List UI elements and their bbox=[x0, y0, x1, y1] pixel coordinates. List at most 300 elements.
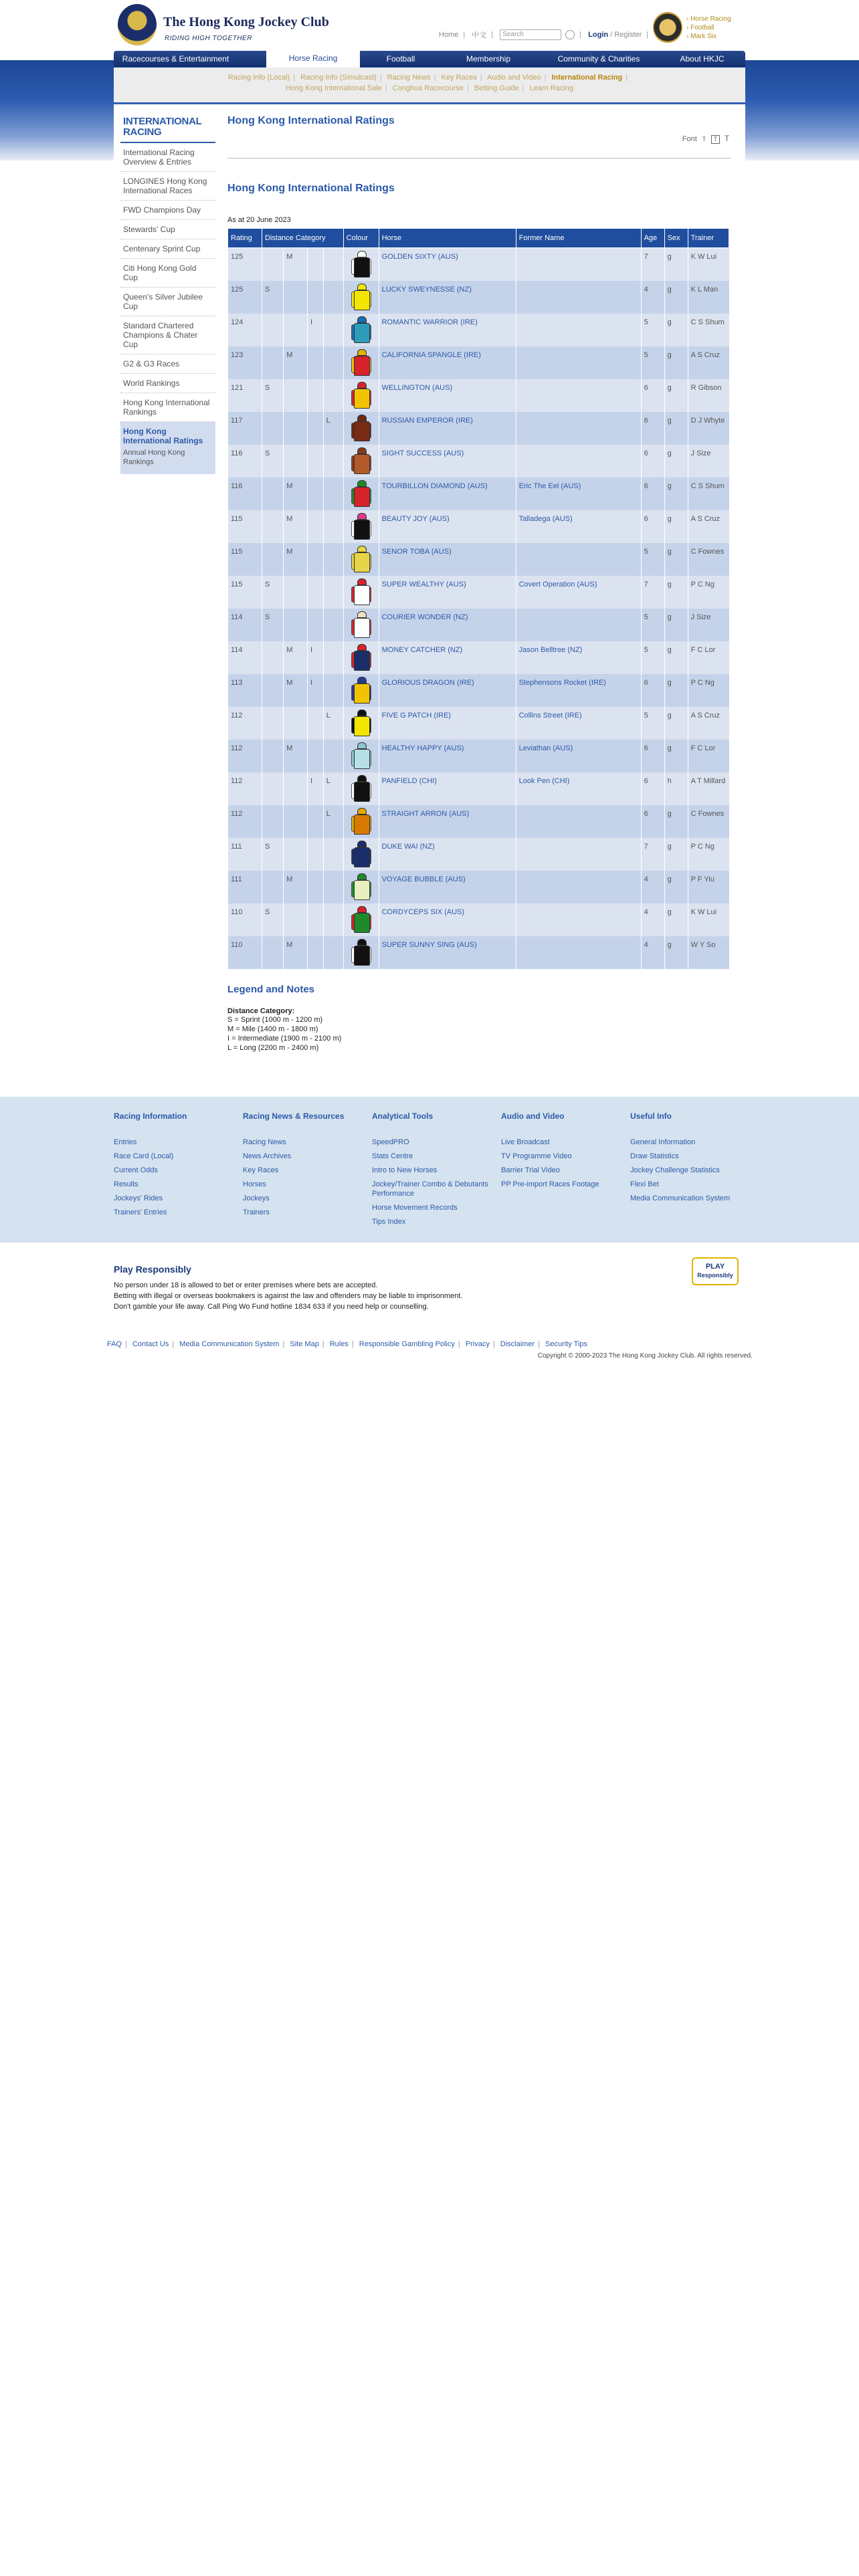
table-row bbox=[228, 805, 729, 838]
subnav-betting-guide[interactable]: Betting Guide bbox=[474, 84, 519, 92]
table-row bbox=[228, 674, 729, 707]
login-link[interactable]: Login bbox=[588, 31, 609, 39]
register-link[interactable]: Register bbox=[614, 31, 642, 39]
footer-col-analytical-tools bbox=[372, 1111, 492, 1229]
sex-cell: g bbox=[664, 674, 688, 707]
trainer-cell: F C Lor bbox=[688, 740, 729, 772]
distance-s-cell bbox=[262, 772, 284, 805]
distance-m-cell: M bbox=[284, 510, 308, 543]
distance-i-cell bbox=[308, 477, 324, 510]
horse-link[interactable]: STRAIGHT ARRON (AUS) bbox=[379, 805, 516, 838]
sex-cell: g bbox=[664, 871, 688, 903]
horse-link[interactable]: PANFIELD (CHI) bbox=[379, 772, 516, 805]
table-row bbox=[228, 543, 729, 576]
bottom-link-disclaimer[interactable]: Disclaimer bbox=[500, 1340, 535, 1348]
subnav-conghua[interactable]: Conghua Racecourse bbox=[392, 84, 464, 92]
racing-silk-icon bbox=[351, 479, 371, 508]
corner-link-football[interactable]: › Football bbox=[686, 23, 731, 32]
horse-link[interactable]: SUPER SUNNY SING (AUS) bbox=[379, 936, 516, 969]
footer-link[interactable]: PP Pre-import Races Footage bbox=[501, 1180, 599, 1188]
colour-cell bbox=[343, 445, 379, 477]
racing-silk-icon bbox=[351, 348, 371, 377]
subnav-racing-info-simulcast[interactable]: Racing Info (Simulcast) bbox=[300, 74, 377, 82]
sex-cell: g bbox=[664, 248, 688, 282]
colour-cell bbox=[343, 674, 379, 707]
subnav-racing-news[interactable]: Racing News bbox=[387, 74, 431, 82]
footer-col-useful-info bbox=[630, 1111, 751, 1206]
distance-s-cell bbox=[262, 510, 284, 543]
distance-l-cell bbox=[323, 674, 343, 707]
table-row bbox=[228, 248, 729, 282]
sidebar-item-world-rankings[interactable]: World Rankings bbox=[120, 374, 215, 393]
former-name-cell bbox=[516, 838, 641, 871]
footer-link[interactable]: Flexi Bet bbox=[630, 1180, 659, 1188]
colour-cell bbox=[343, 510, 379, 543]
search-icon[interactable] bbox=[565, 30, 575, 39]
trainer-cell: K L Man bbox=[688, 281, 729, 314]
bottom-link-sitemap[interactable]: Site Map bbox=[290, 1340, 319, 1348]
rating-cell: 111 bbox=[228, 871, 262, 903]
sidebar-item-g2-g3[interactable]: G2 & G3 Races bbox=[120, 354, 215, 374]
trainer-cell: C S Shum bbox=[688, 314, 729, 346]
footer-link[interactable]: General Information bbox=[630, 1138, 696, 1146]
sex-cell: g bbox=[664, 314, 688, 346]
footer-link[interactable]: Current Odds bbox=[114, 1166, 159, 1174]
distance-l-cell: L bbox=[323, 772, 343, 805]
footer-col-title: Racing Information bbox=[114, 1111, 187, 1121]
footer-link[interactable]: Horses bbox=[243, 1180, 266, 1188]
age-cell: 7 bbox=[641, 248, 664, 282]
distance-l-cell bbox=[323, 314, 343, 346]
horse-link[interactable]: BEAUTY JOY (AUS) bbox=[379, 510, 516, 543]
table-row bbox=[228, 609, 729, 641]
sidebar-item-overview[interactable]: International Racing Overview & Entries bbox=[120, 143, 215, 172]
play-line: No person under 18 is allowed to bet or enter premises where bets are accepted. bbox=[114, 1281, 378, 1289]
distance-s-cell bbox=[262, 346, 284, 379]
play-title: Play Responsibly bbox=[114, 1264, 191, 1275]
subnav-international-sale[interactable]: Hong Kong International Sale bbox=[286, 84, 382, 92]
footer-link[interactable]: Barrier Trial Video bbox=[501, 1166, 560, 1174]
former-name-cell bbox=[516, 445, 641, 477]
table-row bbox=[228, 838, 729, 871]
footer-link[interactable]: Racing News bbox=[243, 1138, 286, 1146]
distance-s-cell: S bbox=[262, 281, 284, 314]
sidebar-subitem-annual-rankings[interactable]: Annual Hong Kong Rankings bbox=[123, 449, 185, 466]
horse-link[interactable]: SENOR TOBA (AUS) bbox=[379, 543, 516, 576]
badge-line: PLAY bbox=[705, 1263, 725, 1271]
footer-link[interactable]: Key Races bbox=[243, 1166, 279, 1174]
sex-cell: g bbox=[664, 510, 688, 543]
table-row bbox=[228, 871, 729, 903]
age-cell: 7 bbox=[641, 838, 664, 871]
trainer-cell: K W Lui bbox=[688, 903, 729, 936]
table-row bbox=[228, 936, 729, 969]
distance-l-cell bbox=[323, 510, 343, 543]
rating-cell: 111 bbox=[228, 838, 262, 871]
horse-link[interactable]: MONEY CATCHER (NZ) bbox=[379, 641, 516, 674]
distance-m-cell: M bbox=[284, 871, 308, 903]
table-header-row bbox=[228, 229, 729, 248]
sidebar-item-champions-chater[interactable]: Standard Chartered Champions & Chater Cup bbox=[120, 316, 215, 354]
age-cell: 4 bbox=[641, 281, 664, 314]
distance-s-cell bbox=[262, 314, 284, 346]
distance-s-cell: S bbox=[262, 903, 284, 936]
horse-link[interactable]: VOYAGE BUBBLE (AUS) bbox=[379, 871, 516, 903]
distance-m-cell: M bbox=[284, 543, 308, 576]
ratings-table-body bbox=[228, 248, 729, 970]
distance-s-cell bbox=[262, 936, 284, 969]
subnav-international-racing[interactable]: International Racing bbox=[551, 74, 623, 82]
racing-silk-icon bbox=[351, 774, 371, 803]
footer-link[interactable]: Results bbox=[114, 1180, 138, 1188]
distance-m-cell bbox=[284, 314, 308, 346]
distance-i-cell bbox=[308, 543, 324, 576]
sidebar-item-longines[interactable]: LONGINES Hong Kong International Races bbox=[120, 172, 215, 201]
age-cell: 6 bbox=[641, 445, 664, 477]
horse-link[interactable]: CALIFORNIA SPANGLE (IRE) bbox=[379, 346, 516, 379]
nav-racecourses[interactable]: Racecourses & Entertainment bbox=[122, 54, 229, 64]
former-name-cell bbox=[516, 379, 641, 412]
sex-cell: g bbox=[664, 543, 688, 576]
distance-l-cell bbox=[323, 641, 343, 674]
footer-col-racing-news bbox=[243, 1111, 363, 1220]
col-sex: Sex bbox=[664, 229, 688, 248]
horse-link[interactable]: SIGHT SUCCESS (AUS) bbox=[379, 445, 516, 477]
age-cell: 6 bbox=[641, 805, 664, 838]
former-name-cell: Covert Operation (AUS) bbox=[516, 576, 641, 609]
bottom-links: FAQ | Contact Us | Media Communication System | Site Map | Rules | Responsible Gambling Policy | Privacy | Disclaimer | Security Tips bbox=[107, 1340, 587, 1348]
distance-s-cell: S bbox=[262, 576, 284, 609]
nav-horse-racing[interactable]: Horse Racing bbox=[266, 50, 360, 68]
col-rating: Rating bbox=[228, 229, 262, 248]
distance-m-cell bbox=[284, 445, 308, 477]
search-input[interactable]: Search bbox=[500, 29, 561, 40]
hkjc-logo[interactable] bbox=[118, 4, 329, 48]
distance-s-cell bbox=[262, 248, 284, 282]
former-name-cell bbox=[516, 805, 641, 838]
sidebar-item-silver-jubilee[interactable]: Queen's Silver Jubilee Cup bbox=[120, 288, 215, 316]
trainer-cell: W Y So bbox=[688, 936, 729, 969]
horse-link[interactable]: ROMANTIC WARRIOR (IRE) bbox=[379, 314, 516, 346]
footer-link[interactable]: Race Card (Local) bbox=[114, 1152, 174, 1160]
distance-i-cell bbox=[308, 936, 324, 969]
sex-cell: g bbox=[664, 903, 688, 936]
distance-m-cell: M bbox=[284, 674, 308, 707]
nav-about[interactable]: About HKJC bbox=[680, 54, 725, 64]
age-cell: 6 bbox=[641, 772, 664, 805]
colour-cell bbox=[343, 838, 379, 871]
font-medium-button[interactable]: T bbox=[711, 135, 720, 144]
racing-silk-icon bbox=[351, 282, 371, 312]
age-cell: 6 bbox=[641, 477, 664, 510]
legend-subtitle: Distance Category: bbox=[227, 1007, 295, 1015]
nav-community[interactable]: Community & Charities bbox=[557, 54, 640, 64]
table-row bbox=[228, 281, 729, 314]
footer-link[interactable]: SpeedPRO bbox=[372, 1138, 409, 1146]
colour-cell bbox=[343, 477, 379, 510]
former-name-cell bbox=[516, 936, 641, 969]
sub-nav: Racing Info (Local) | Racing Info (Simulcast) | Racing News | Key Races | Audio and Video | International Racing | Hong Kong International Sale | Conghua Racecourse | Betting Guide | Learn Racing bbox=[114, 68, 745, 102]
colour-cell bbox=[343, 248, 379, 282]
distance-l-cell bbox=[323, 871, 343, 903]
distance-l-cell bbox=[323, 543, 343, 576]
trainer-cell: J Size bbox=[688, 609, 729, 641]
rating-cell: 114 bbox=[228, 609, 262, 641]
legend-line: M = Mile (1400 m - 1800 m) bbox=[227, 1025, 318, 1033]
former-name-cell bbox=[516, 314, 641, 346]
distance-m-cell bbox=[284, 576, 308, 609]
subnav-learn-racing[interactable]: Learn Racing bbox=[529, 84, 573, 92]
play-line: Don't gamble your life away. Call Ping Wo Fund hotline 1834 633 if you need help or counselling. bbox=[114, 1303, 429, 1311]
racing-silk-icon bbox=[351, 807, 371, 836]
footer-link[interactable]: Horse Movement Records bbox=[372, 1204, 458, 1212]
horse-link[interactable]: COURIER WONDER (NZ) bbox=[379, 609, 516, 641]
table-row bbox=[228, 740, 729, 772]
sex-cell: h bbox=[664, 772, 688, 805]
trainer-cell: C S Shum bbox=[688, 477, 729, 510]
legend bbox=[227, 984, 731, 1053]
age-cell: 6 bbox=[641, 412, 664, 445]
age-cell: 6 bbox=[641, 510, 664, 543]
racing-silk-icon bbox=[351, 249, 371, 279]
sex-cell: g bbox=[664, 740, 688, 772]
rating-cell: 117 bbox=[228, 412, 262, 445]
corner-link-mark-six[interactable]: › Mark Six bbox=[686, 32, 731, 41]
footer-link[interactable]: Jockeys bbox=[243, 1194, 270, 1202]
racing-silk-icon bbox=[351, 315, 371, 344]
colour-cell bbox=[343, 609, 379, 641]
age-cell: 5 bbox=[641, 346, 664, 379]
distance-i-cell: I bbox=[308, 772, 324, 805]
table-row bbox=[228, 346, 729, 379]
distance-m-cell bbox=[284, 838, 308, 871]
sidebar-item-hk-rankings[interactable]: Hong Kong International Rankings bbox=[120, 393, 215, 422]
footer-link[interactable]: News Archives bbox=[243, 1152, 292, 1160]
bottom-link-faq[interactable]: FAQ bbox=[107, 1340, 122, 1348]
horse-link[interactable]: LUCKY SWEYNESSE (NZ) bbox=[379, 281, 516, 314]
horse-link[interactable]: FIVE G PATCH (IRE) bbox=[379, 707, 516, 740]
bottom-link-gambling-policy[interactable]: Responsible Gambling Policy bbox=[359, 1340, 455, 1348]
main-content bbox=[227, 115, 731, 1053]
horse-link[interactable]: TOURBILLON DIAMOND (AUS) bbox=[379, 477, 516, 510]
footer-col-racing-information bbox=[114, 1111, 234, 1220]
horse-link[interactable]: RUSSIAN EMPEROR (IRE) bbox=[379, 412, 516, 445]
sidebar-item-hk-ratings[interactable] bbox=[120, 422, 215, 474]
horse-link[interactable]: GLORIOUS DRAGON (IRE) bbox=[379, 674, 516, 707]
age-cell: 6 bbox=[641, 379, 664, 412]
former-name-cell: Leviathan (AUS) bbox=[516, 740, 641, 772]
distance-i-cell bbox=[308, 510, 324, 543]
distance-s-cell bbox=[262, 805, 284, 838]
age-cell: 4 bbox=[641, 903, 664, 936]
rating-cell: 112 bbox=[228, 740, 262, 772]
footer bbox=[0, 1097, 859, 1243]
colour-cell bbox=[343, 543, 379, 576]
former-name-cell: Collins Street (IRE) bbox=[516, 707, 641, 740]
distance-s-cell bbox=[262, 543, 284, 576]
footer-link[interactable]: Jockey/Trainer Combo & Debutants Performance bbox=[372, 1180, 488, 1198]
trainer-cell: C Fownes bbox=[688, 805, 729, 838]
table-row bbox=[228, 379, 729, 412]
chinese-link[interactable]: 中文 bbox=[472, 31, 487, 39]
subnav-audio-video[interactable]: Audio and Video bbox=[487, 74, 541, 82]
colour-cell bbox=[343, 936, 379, 969]
distance-l-cell bbox=[323, 445, 343, 477]
trainer-cell: C Fownes bbox=[688, 543, 729, 576]
former-name-cell bbox=[516, 412, 641, 445]
footer-link[interactable]: Entries bbox=[114, 1138, 137, 1146]
rating-cell: 125 bbox=[228, 281, 262, 314]
distance-l-cell bbox=[323, 248, 343, 282]
horse-link[interactable]: HEALTHY HAPPY (AUS) bbox=[379, 740, 516, 772]
horse-link[interactable]: SUPER WEALTHY (AUS) bbox=[379, 576, 516, 609]
racing-silk-icon bbox=[351, 675, 371, 705]
racing-silk-icon bbox=[351, 708, 371, 738]
trainer-cell: J Size bbox=[688, 445, 729, 477]
distance-i-cell: I bbox=[308, 314, 324, 346]
horse-link[interactable]: CORDYCEPS SIX (AUS) bbox=[379, 903, 516, 936]
former-name-cell: Eric The Eel (AUS) bbox=[516, 477, 641, 510]
distance-l-cell bbox=[323, 903, 343, 936]
colour-cell bbox=[343, 871, 379, 903]
distance-l-cell bbox=[323, 477, 343, 510]
corner-link-horse-racing[interactable]: › Horse Racing bbox=[686, 15, 731, 23]
colour-cell bbox=[343, 314, 379, 346]
trainer-cell: F C Lor bbox=[688, 641, 729, 674]
racing-silk-icon bbox=[351, 544, 371, 574]
play-responsibly-badge[interactable] bbox=[692, 1257, 739, 1285]
racing-silk-icon bbox=[351, 512, 371, 541]
trainer-cell: P C Ng bbox=[688, 838, 729, 871]
distance-s-cell bbox=[262, 641, 284, 674]
distance-l-cell bbox=[323, 281, 343, 314]
trainer-cell: A S Cruz bbox=[688, 346, 729, 379]
age-cell: 6 bbox=[641, 674, 664, 707]
distance-l-cell bbox=[323, 576, 343, 609]
footer-link[interactable]: Stats Centre bbox=[372, 1152, 413, 1160]
distance-i-cell bbox=[308, 346, 324, 379]
footer-link[interactable]: Intro to New Horses bbox=[372, 1166, 438, 1174]
colour-cell bbox=[343, 641, 379, 674]
footer-link[interactable]: TV Programme Video bbox=[501, 1152, 572, 1160]
table-row bbox=[228, 477, 729, 510]
distance-s-cell: S bbox=[262, 445, 284, 477]
age-cell: 5 bbox=[641, 543, 664, 576]
rating-cell: 110 bbox=[228, 936, 262, 969]
sidebar-item-stewards[interactable]: Stewards' Cup bbox=[120, 220, 215, 239]
distance-m-cell: M bbox=[284, 248, 308, 282]
former-name-cell bbox=[516, 871, 641, 903]
former-name-cell: Stephensons Rocket (IRE) bbox=[516, 674, 641, 707]
rating-cell: 112 bbox=[228, 707, 262, 740]
distance-m-cell: M bbox=[284, 936, 308, 969]
footer-link[interactable]: Trainers bbox=[243, 1208, 270, 1216]
age-cell: 4 bbox=[641, 936, 664, 969]
sex-cell: g bbox=[664, 445, 688, 477]
sex-cell: g bbox=[664, 707, 688, 740]
racing-silk-icon bbox=[351, 446, 371, 475]
font-small-button[interactable]: T bbox=[702, 136, 706, 142]
nav-football[interactable]: Football bbox=[386, 54, 415, 64]
bottom-link-privacy[interactable]: Privacy bbox=[465, 1340, 490, 1348]
colour-cell bbox=[343, 281, 379, 314]
bottom-link-rules[interactable]: Rules bbox=[329, 1340, 349, 1348]
play-responsibly bbox=[114, 1257, 745, 1312]
trainer-cell: P C Ng bbox=[688, 674, 729, 707]
distance-l-cell bbox=[323, 379, 343, 412]
former-name-cell bbox=[516, 543, 641, 576]
colour-cell bbox=[343, 379, 379, 412]
racing-silk-icon bbox=[351, 643, 371, 672]
font-large-button[interactable]: T bbox=[724, 134, 730, 143]
bottom-link-media[interactable]: Media Communication System bbox=[179, 1340, 280, 1348]
col-former-name: Former Name bbox=[516, 229, 641, 248]
footer-link[interactable]: Media Communication System bbox=[630, 1194, 731, 1202]
rating-cell: 115 bbox=[228, 543, 262, 576]
distance-i-cell: I bbox=[308, 641, 324, 674]
age-cell: 5 bbox=[641, 609, 664, 641]
subnav-key-races[interactable]: Key Races bbox=[441, 74, 477, 82]
age-cell: 5 bbox=[641, 641, 664, 674]
col-distance: Distance Category bbox=[262, 229, 344, 248]
nav-membership[interactable]: Membership bbox=[466, 54, 511, 64]
footer-link[interactable]: Draw Statistics bbox=[630, 1152, 679, 1160]
subnav-racing-info-local[interactable]: Racing Info (Local) bbox=[227, 74, 290, 82]
horse-link[interactable]: DUKE WAI (NZ) bbox=[379, 838, 516, 871]
bottom-link-security[interactable]: Security Tips bbox=[545, 1340, 587, 1348]
anniversary-medal-icon bbox=[653, 12, 682, 43]
distance-s-cell bbox=[262, 740, 284, 772]
table-row bbox=[228, 641, 729, 674]
racing-silk-icon bbox=[351, 938, 371, 967]
bottom-link-contact[interactable]: Contact Us bbox=[132, 1340, 169, 1348]
racing-silk-icon bbox=[351, 741, 371, 770]
footer-link[interactable]: Tips Index bbox=[372, 1218, 406, 1226]
rating-cell: 116 bbox=[228, 477, 262, 510]
sex-cell: g bbox=[664, 609, 688, 641]
sidebar bbox=[120, 112, 215, 474]
legend-line: L = Long (2200 m - 2400 m) bbox=[227, 1044, 319, 1052]
racing-silk-icon bbox=[351, 839, 371, 869]
footer-link[interactable]: Jockey Challenge Statistics bbox=[630, 1166, 720, 1174]
sidebar-item-gold-cup[interactable]: Citi Hong Kong Gold Cup bbox=[120, 259, 215, 288]
age-cell: 5 bbox=[641, 707, 664, 740]
distance-s-cell bbox=[262, 477, 284, 510]
font-label: Font bbox=[682, 135, 697, 143]
age-cell: 5 bbox=[641, 314, 664, 346]
horse-link[interactable]: GOLDEN SIXTY (AUS) bbox=[379, 248, 516, 282]
col-colour: Colour bbox=[343, 229, 379, 248]
footer-link[interactable]: Trainers' Entries bbox=[114, 1208, 167, 1216]
sidebar-item-centenary[interactable]: Centenary Sprint Cup bbox=[120, 239, 215, 259]
sex-cell: g bbox=[664, 346, 688, 379]
age-cell: 4 bbox=[641, 871, 664, 903]
footer-link[interactable]: Jockeys' Rides bbox=[114, 1194, 163, 1202]
footer-link[interactable]: Live Broadcast bbox=[501, 1138, 550, 1146]
trainer-cell: A S Cruz bbox=[688, 510, 729, 543]
distance-i-cell: I bbox=[308, 674, 324, 707]
distance-i-cell bbox=[308, 903, 324, 936]
trainer-cell: P C Ng bbox=[688, 576, 729, 609]
former-name-cell bbox=[516, 281, 641, 314]
home-link[interactable]: Home bbox=[439, 31, 459, 39]
distance-i-cell bbox=[308, 609, 324, 641]
horse-link[interactable]: WELLINGTON (AUS) bbox=[379, 379, 516, 412]
sidebar-item-fwd[interactable]: FWD Champions Day bbox=[120, 201, 215, 220]
former-name-cell bbox=[516, 346, 641, 379]
sex-cell: g bbox=[664, 576, 688, 609]
col-trainer: Trainer bbox=[688, 229, 729, 248]
